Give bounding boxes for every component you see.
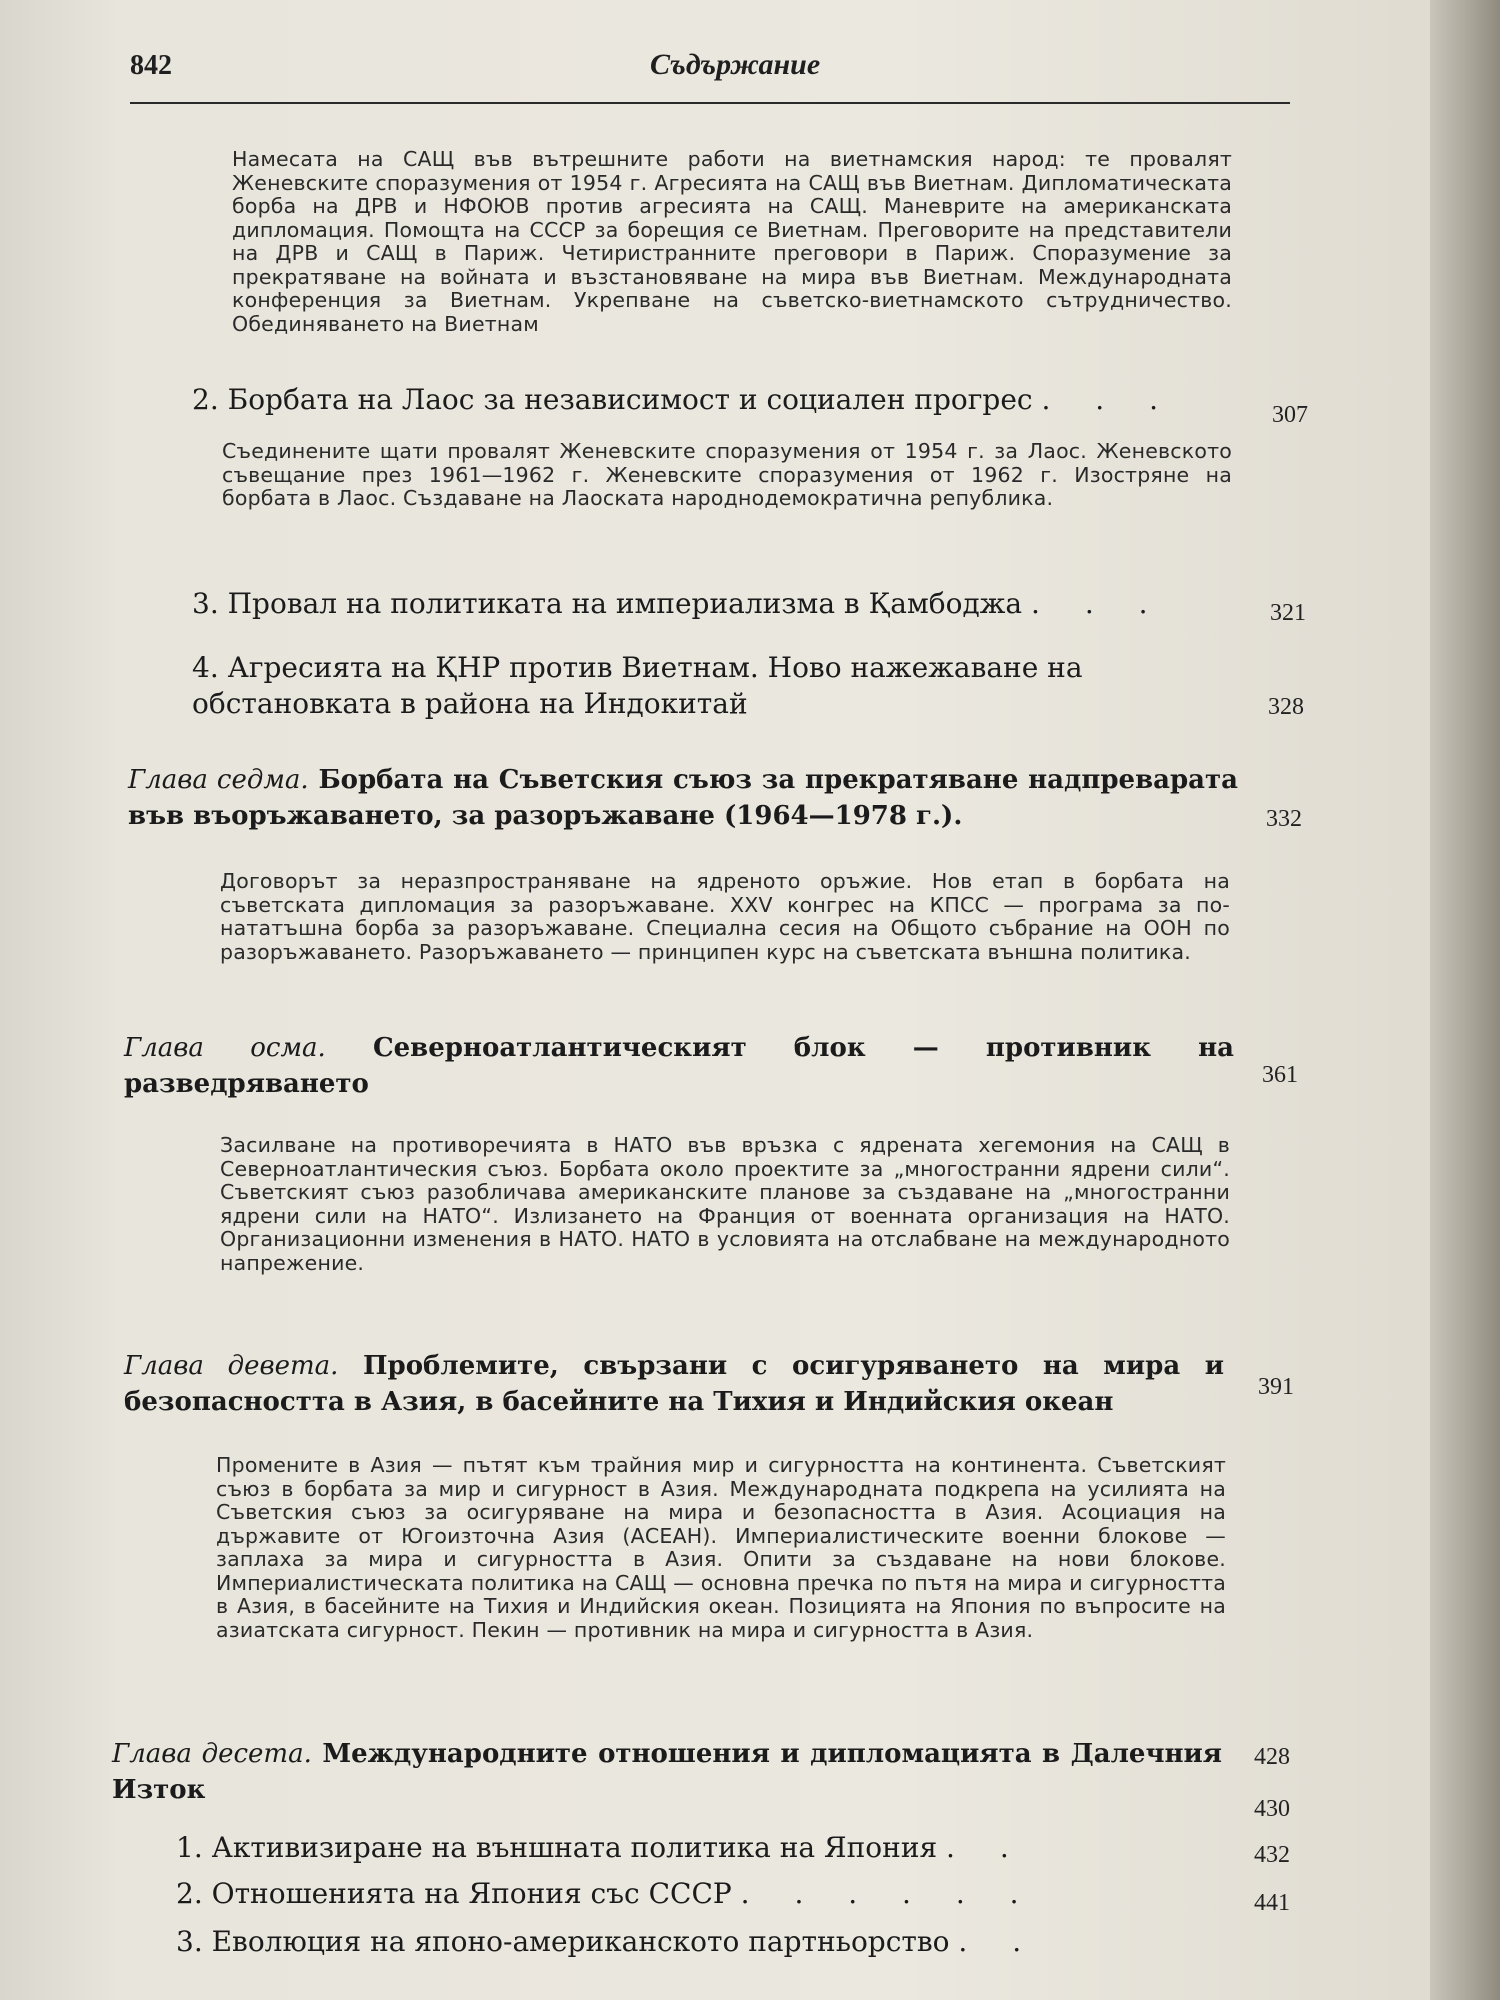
toc-entry-title: 1. Активизиране на външната политика на Япония [176,1831,938,1864]
leader-dots: . . [946,1831,1027,1864]
toc-page-number: 391 [1258,1374,1294,1400]
toc-entry-laos [192,382,1222,418]
leader-dots: . . . [1031,587,1166,620]
summary-chapter-7: Договорът за неразпространяване на ядреното оръжие. Нов етап в борбата на съветската дипломация за разоръжаване. XXV конгрес на КПСС — програма за по-нататъшна борба за разоръжаване. Специална сесия на Общото събрание на ООН по разоръжаването. Разоръжаването — принципен курс на съветската външна политика. [220,869,1230,964]
chapter-label: Глава десета. [112,1739,312,1769]
summary-vietnam: Намесата на САЩ във вътрешните работи на виетнамския народ: те провалят Женевските споразумения от 1954 г. Агресията на САЩ във Виетнам. Дипломатическата борба на ДРВ и НФОЮВ против агресията на САЩ. Маневрите на американската дипломация. Помощта на СССР за борещия се Виетнам. Преговорите на представители на ДРВ и САЩ в Париж. Четиристранните преговори в Париж. Споразумение за прекратяване на войната и възстановяване на мира във Виетнам. Международната конференция за Виетнам. Укрепване на съветско-виетнамското сътрудничество. Обединяването на Виетнам [232,147,1232,336]
toc-entry-title: 3. Провал на политиката на империализма в Қамбоджа [192,587,1023,620]
toc-entry-japan-foreign-policy [176,1830,1216,1866]
chapter-label: Глава осма. [124,1033,326,1063]
toc-page-number: 432 [1254,1842,1290,1868]
toc-entry-japan-usa [176,1924,1216,1960]
leader-dots: . . . [1041,383,1176,416]
chapter-title: Международните отношения и дипломацията в Далечния Изток [112,1739,1223,1805]
chapter-title: Северноатлантическият блок — противник на разведряването [124,1033,1234,1099]
page-number: 842 [130,50,172,81]
toc-entry-title: 2. Отношенията на Япония със СССР [176,1877,732,1910]
summary-laos: Съединените щати провалят Женевските споразумения от 1954 г. за Лаос. Женевското съвещание през 1961—1962 г. Женевските споразумения от 1962 г. Изостряне на борбата в Лаос. Създаване на Лаоската народнодемократична република. [222,439,1232,510]
toc-page-number: 321 [1270,600,1306,626]
summary-chapter-8: Засилване на противоречията в НАТО във връзка с ядрената хегемония на САЩ в Северноатлантическия съюз. Борбата около проектите за „многостранни ядрени сили“. Съветският съюз разобличава американските планове за създаване на „многостранни ядрени сили на НАТО“. Излизането на Франция от военната организация на НАТО. Организационни изменения в НАТО. НАТО в условията на отслабване на международното напрежение. [220,1133,1230,1275]
toc-page-number: 328 [1268,694,1304,720]
toc-entry-japan-ussr [176,1876,1216,1912]
toc-entry-cambodia [192,586,1222,622]
leader-dots: . . [958,1925,1040,1958]
summary-chapter-9: Промените в Азия — пътят към трайния мир и сигурността на континента. Съветският съюз в борбата за мир и сигурност в Азия. Международната подкрепа на усилията на Съветския съюз за осигуряване на мира и безопасността в Азия. Асоциация на държавите от Югоизточна Азия (АСЕАН). Империалистическите военни блокове — заплаха за мира и сигурността в Азия. Опити за създаване на нови блокове. Империалистическата политика на САЩ — основна пречка по пътя на мира и сигурността в Азия, в басейните на Тихия и Индийския океан. Позицията на Япония по въпросите на азиатската сигурност. Пекин — противник на мира и сигурността в Азия. [216,1453,1226,1642]
chapter-7-heading [128,762,1238,834]
leader-dots: . . . . . . [740,1877,1037,1910]
toc-entry-title: 3. Еволюция на японо-американското партньорство [176,1925,950,1958]
toc-page-number: 430 [1254,1796,1290,1822]
page-header [130,40,1290,90]
toc-entry-title: 4. Агресията на ҚНР против Виетнам. Ново нажежаване на обстановката в района на Индокитай [192,651,1083,720]
chapter-10-heading [112,1736,1222,1808]
chapter-title: Проблемите, свързани с осигуряването на мира и безопасността в Азия, в басейните на Тихия и Индийския океан [124,1351,1224,1417]
toc-page-number: 307 [1272,402,1308,428]
header-rule [130,102,1290,104]
toc-page-number: 441 [1254,1890,1290,1916]
chapter-title: Борбата на Съветския съюз за прекратяване надпреварата във въоръжаването, за разоръжаване (1964—1978 г.). [128,765,1238,831]
toc-entry-title: 2. Борбата на Лаос за независимост и социален прогрес [192,383,1033,416]
chapter-label: Глава седма. [128,765,309,795]
toc-page-number: 361 [1262,1062,1298,1088]
chapter-label: Глава девета. [124,1351,339,1381]
toc-page-number: 332 [1266,806,1302,832]
chapter-9-heading [124,1348,1224,1420]
toc-entry-china [192,650,1232,722]
toc-page-number: 428 [1254,1744,1290,1770]
running-title: Съдържание [650,48,821,81]
chapter-8-heading [124,1030,1234,1102]
page-edge [1430,0,1500,2000]
